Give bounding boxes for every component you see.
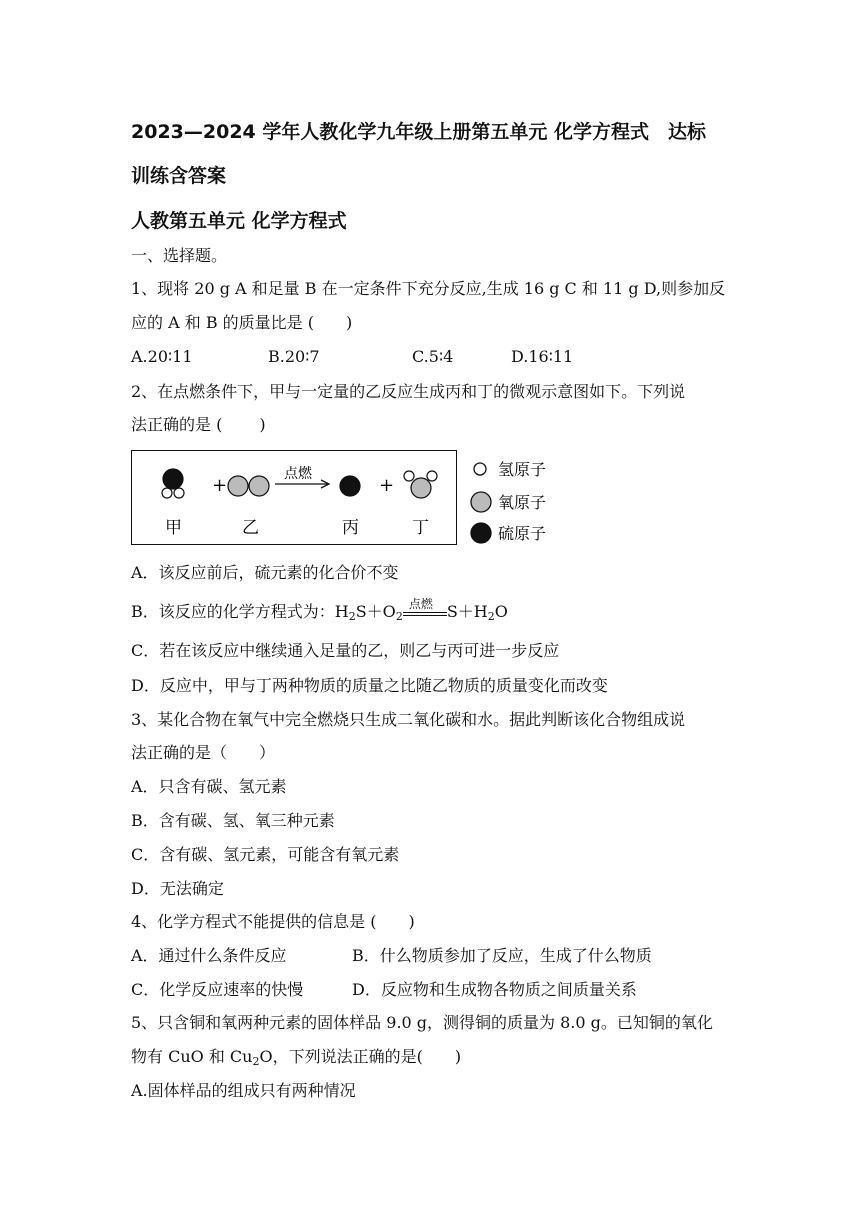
q2-option-c: C．若在该反应中继续通入足量的乙，则乙与丙可进一步反应 (131, 641, 560, 660)
q2-b-text-4: O (494, 602, 508, 621)
condition-label: 点燃 (408, 597, 433, 611)
molecule-bing (340, 476, 360, 496)
q4-option-a: A．通过什么条件反应 (131, 946, 287, 965)
arrow-condition-label: 点燃 (284, 466, 312, 482)
q4-option-d: D．反应物和生成物各物质之间质量关系 (352, 980, 637, 999)
legend-hydrogen-icon (474, 463, 486, 475)
q2-b-sub-3: 2 (487, 610, 495, 623)
q2-b-sub-1: 2 (348, 610, 356, 623)
reaction-diagram-svg (132, 451, 458, 546)
legend-hydrogen-label: 氢原子 (498, 460, 547, 479)
doc-title-line1: 2023—2024 学年人教化学九年级上册第五单元 化学方程式 达标 (131, 121, 706, 143)
q1-line1: 1、现将 20 g A 和足量 B 在一定条件下充分反应,生成 16 g C 和 11 g D,则参加反 (131, 279, 726, 298)
reaction-diagram (131, 450, 457, 545)
q4-option-c: C．化学反应速率的快慢 (131, 980, 304, 999)
q2-b-text-3: S＋H (446, 602, 488, 621)
q5-line2 (131, 1047, 461, 1067)
q4-option-b: B．什么物质参加了反应，生成了什么物质 (352, 946, 652, 965)
legend-sulfur-icon (471, 523, 491, 543)
legend-oxygen-label: 氧原子 (498, 493, 547, 512)
plus-sign-1: + (212, 475, 228, 496)
diagram-legend (468, 455, 578, 547)
q5-line1: 5、只含铜和氧两种元素的固体样品 9.0 g，测得铜的质量为 8.0 g。已知铜的氧化 (131, 1013, 713, 1032)
label-ding: 丁 (412, 518, 429, 538)
molecule-jia (162, 469, 184, 498)
label-yi: 乙 (242, 518, 259, 538)
plus-sign-2: + (379, 475, 395, 496)
q2-option-a: A．该反应前后，硫元素的化合价不变 (131, 563, 399, 582)
molecule-ding (404, 471, 437, 498)
q1-option-b: B.20∶7 (268, 347, 320, 366)
q3-option-a: A．只含有碳、氢元素 (131, 777, 287, 796)
q1-option-c: C.5∶4 (412, 347, 454, 366)
q3-option-b: B．含有碳、氢、氧三种元素 (131, 811, 335, 830)
q1-option-d: D.16∶11 (511, 347, 574, 366)
label-jia: 甲 (165, 518, 182, 538)
q3-line1: 3、某化合物在氧气中完全燃烧只生成二氧化碳和水。据此判断该化合物组成说 (131, 710, 686, 729)
q2-option-b (131, 597, 508, 623)
q3-option-c: C．含有碳、氢元素，可能含有氧元素 (131, 845, 400, 864)
q5-option-a: A.固体样品的组成只有两种情况 (131, 1081, 356, 1100)
q2-b-text-2: S＋O (355, 602, 396, 621)
label-bing: 丙 (342, 518, 359, 538)
q5-line2-text-2: O，下列说法正确的是( ) (259, 1047, 462, 1066)
q2-option-d: D．反应中，甲与丁两种物质的质量之比随乙物质的质量变化而改变 (131, 676, 608, 695)
legend-oxygen-icon (471, 492, 491, 512)
reaction-condition-equals (403, 597, 447, 622)
q2-line1: 2、在点燃条件下，甲与一定量的乙反应生成丙和丁的微观示意图如下。下列说 (131, 382, 686, 401)
q2-b-text-1: B．该反应的化学方程式为：H (131, 602, 349, 621)
q3-line2: 法正确的是（ ） (131, 743, 276, 762)
section-heading: 一、选择题。 (131, 246, 228, 265)
molecule-yi (228, 476, 269, 496)
doc-subtitle: 人教第五单元 化学方程式 (131, 210, 347, 232)
q2-line2: 法正确的是 ( ) (131, 415, 266, 434)
q1-option-a: A.20∶11 (131, 347, 193, 366)
q5-line2-sub: 2 (252, 1055, 260, 1068)
q4-line1: 4、化学方程式不能提供的信息是 ( ) (131, 912, 415, 931)
q5-line2-text-1: 物有 CuO 和 Cu (131, 1047, 253, 1066)
legend-sulfur-label: 硫原子 (498, 524, 547, 543)
q2-b-sub-2: 2 (395, 610, 403, 623)
q1-line2: 应的 A 和 B 的质量比是 ( ) (131, 313, 353, 332)
q3-option-d: D．无法确定 (131, 879, 224, 898)
doc-title-line2: 训练含答案 (131, 165, 227, 187)
